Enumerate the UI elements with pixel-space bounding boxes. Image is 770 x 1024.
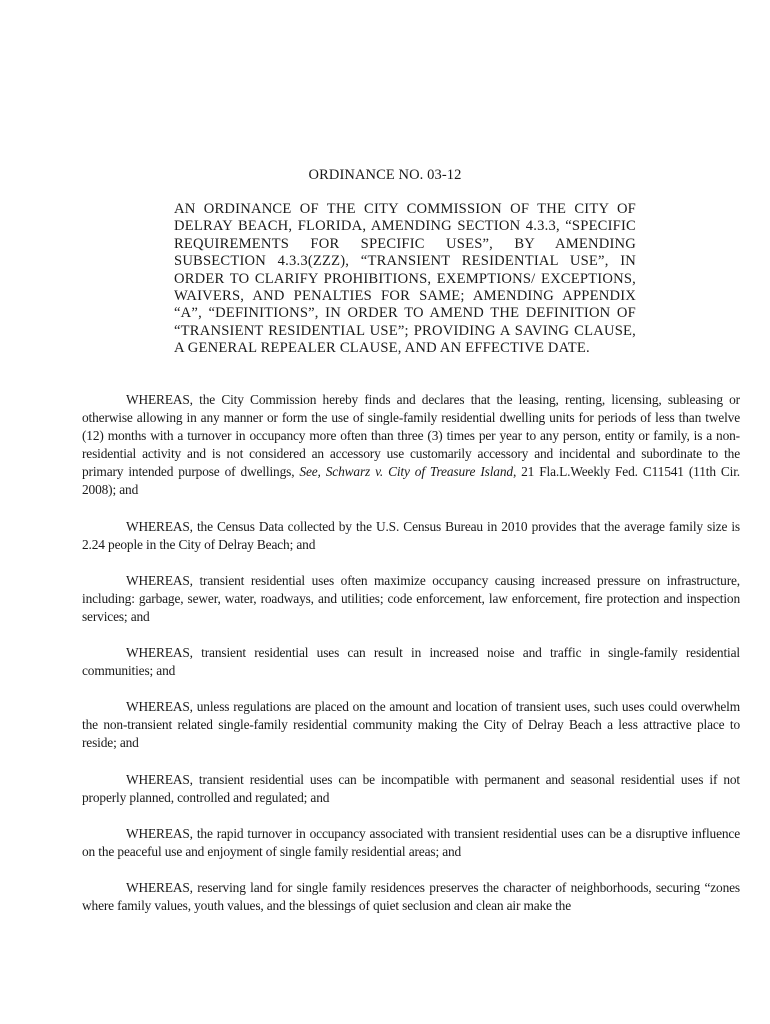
whereas-paragraph-3: WHEREAS, transient residential uses often maximize occupancy causing increased pressure on infrastructure, including: garbage, sewer, water, roadways, and utilities; code enforcement, law enforcement, fire protection and inspection services; and [82, 572, 740, 624]
paragraph-text-tail: , 21 Fla.L.Weekly Fed. C11541 (11th Cir. 2008); and [82, 464, 740, 498]
paragraph-text: WHEREAS, the City Commission hereby finds and declares that the leasing, renting, licensing, subleasing or otherwise allowing in any manner or form the use of single-family residential dwelling units for periods of less than twelve (12) months with a turnover in occupancy more often than three (3) times per year to any person, entity or family, is a non-residential activity and is not considered an accessory use customarily accessory and incidental and subordinate to the primary intended purpose of dwellings, [82, 392, 740, 480]
whereas-paragraph-2: WHEREAS, the Census Data collected by the U.S. Census Bureau in 2010 provides that the average family size is 2.24 people in the City of Delray Beach; and [82, 518, 740, 552]
whereas-paragraph-6: WHEREAS, transient residential uses can be incompatible with permanent and seasonal residential uses if not properly planned, controlled and regulated; and [82, 771, 740, 805]
whereas-paragraph-7: WHEREAS, the rapid turnover in occupancy associated with transient residential uses can be a disruptive influence on the peaceful use and enjoyment of single family residential areas; and [82, 825, 740, 859]
whereas-paragraph-8: WHEREAS, reserving land for single family residences preserves the character of neighborhoods, securing “zones where family values, youth values, and the blessings of quiet seclusion and clean air make the [82, 879, 740, 913]
whereas-clauses [82, 391, 740, 933]
whereas-paragraph-4: WHEREAS, transient residential uses can result in increased noise and traffic in single-family residential communities; and [82, 645, 740, 679]
whereas-paragraph-1 [82, 391, 740, 500]
ordinance-title: ORDINANCE NO. 03-12 [308, 167, 462, 183]
ordinance-caption: AN ORDINANCE OF THE CITY COMMISSION OF THE CITY OF DELRAY BEACH, FLORIDA, AMENDING SECTION 4.3.3, “SPECIFIC REQUIREMENTS FOR SPECIFIC USES”, BY AMENDING SUBSECTION 4.3.3(ZZZ), “TRANSIENT RESIDENTIAL USE”, IN ORDER TO CLARIFY PROHIBITIONS, EXEMPTIONS/ EXCEPTIONS, WAIVERS, AND PENALTIES FOR SAME; AMENDING APPENDIX “A”, “DEFINITIONS”, IN ORDER TO AMEND THE DEFINITION OF “TRANSIENT RESIDENTIAL USE”; PROVIDING A SAVING CLAUSE, A GENERAL REPEALER CLAUSE, AND AN EFFECTIVE DATE. [174, 201, 636, 357]
case-citation: See, Schwarz v. City of Treasure Island [299, 464, 513, 480]
whereas-paragraph-5: WHEREAS, unless regulations are placed on the amount and location of transient uses, such uses could overwhelm the non-transient related single-family residential community making the City of Delray Beach a less attractive place to reside; and [82, 699, 740, 751]
